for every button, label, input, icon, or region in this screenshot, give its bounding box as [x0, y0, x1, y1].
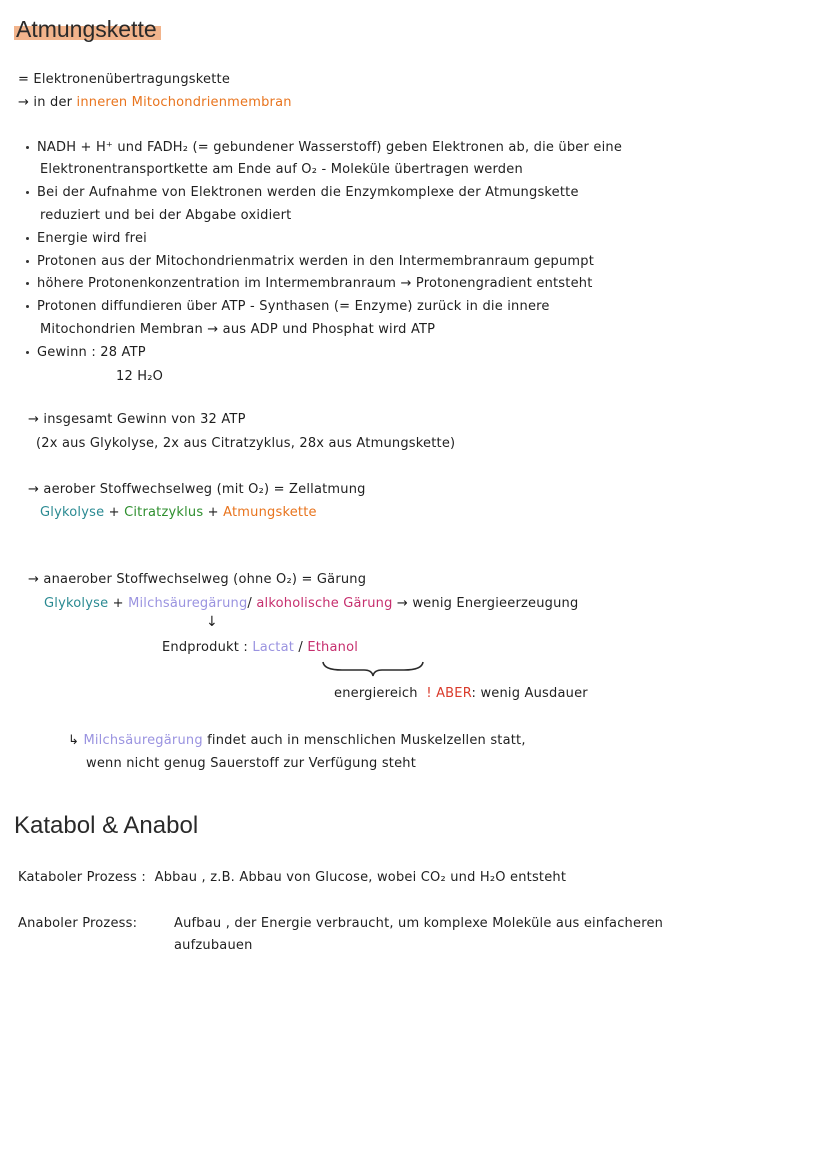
bullet-dot: [26, 305, 29, 308]
bullet-dot: [26, 237, 29, 240]
anabol-text-1: Aufbau , der Energie verbraucht, um komplexe Moleküle aus einfacheren: [174, 916, 664, 931]
bullet-text: NADH + H⁺ und FADH₂ (= gebundener Wasserstoff) geben Elektronen ab, die über eine: [37, 140, 623, 155]
bullet-dot: [26, 260, 29, 263]
bullet-dot: [26, 351, 29, 354]
bullet-7: [26, 345, 146, 360]
note-rest: findet auch in menschlichen Muskelzellen statt,: [207, 733, 526, 748]
gewinn-line-2: (2x aus Glykolyse, 2x aus Citratzyklus, 28x aus Atmungskette): [36, 436, 456, 451]
title-text: Atmungskette: [14, 16, 161, 42]
bullet-text: Bei der Aufnahme von Elektronen werden die Enzymkomplexe der Atmungskette: [37, 185, 579, 200]
katabol-line: [18, 870, 566, 885]
anaerob-tail: → wenig Energieerzeugung: [396, 596, 579, 611]
bullet-3: [26, 231, 147, 246]
aerob-plus-2: +: [207, 505, 219, 520]
bullet-5: [26, 276, 593, 291]
bullet-text: Protonen aus der Mitochondrienmatrix werden in den Intermembranraum gepumpt: [37, 254, 595, 269]
bullet-text: Energie wird frei: [37, 231, 147, 246]
note-line-1: [68, 733, 526, 748]
aerob-line-1: → aerober Stoffwechselweg (mit O₂) = Zellatmung: [28, 482, 366, 497]
bullet-text: höhere Protonenkonzentration im Intermembranraum → Protonengradient entsteht: [37, 276, 593, 291]
aerob-citrat: Citratzyklus: [124, 505, 204, 520]
aerob-glykolyse: Glykolyse: [40, 505, 105, 520]
bullet-4: [26, 254, 594, 269]
aerob-atmung: Atmungskette: [223, 505, 317, 520]
anaerob-milch: Milchsäuregärung: [128, 596, 248, 611]
aerob-line-2: [40, 505, 317, 520]
endprodukt-label: Endprodukt :: [162, 640, 248, 655]
bullet-dot: [26, 191, 29, 194]
anaerob-line-1: → anaerober Stoffwechselweg (ohne O₂) = Gärung: [28, 572, 367, 587]
intro-line-1: = Elektronenübertragungskette: [18, 72, 231, 87]
bullet-2: [26, 185, 579, 200]
intro-prefix: → in der: [18, 95, 73, 110]
endprodukt-lactat: Lactat: [252, 640, 295, 655]
bullet-6-cont: Mitochondrien Membran → aus ADP und Phosphat wird ATP: [40, 322, 436, 337]
intro-highlight: inneren Mitochondrienmembran: [76, 95, 292, 110]
aerob-plus-1: +: [108, 505, 120, 520]
energie-line: [334, 686, 588, 701]
endprodukt-ethanol: Ethanol: [307, 640, 359, 655]
section2-title: Katabol & Anabol: [14, 812, 199, 839]
anaerob-alkohol: alkoholische Gärung: [256, 596, 393, 611]
bullet-dot: [26, 282, 29, 285]
anaerob-glykolyse: Glykolyse: [44, 596, 109, 611]
curly-brace-icon: [320, 658, 426, 678]
note-arrow-icon: ↳: [68, 733, 80, 748]
energie-text: energiereich: [334, 686, 418, 701]
anabol-text-2: aufzubauen: [174, 938, 253, 953]
intro-line-2: [18, 95, 292, 110]
bullet-dot: [26, 146, 29, 149]
anaerob-line-2: [44, 596, 578, 611]
anaerob-slash: /: [247, 596, 253, 611]
bullet-2-cont: reduziert und bei der Abgabe oxidiert: [40, 208, 292, 223]
anabol-label: Anaboler Prozess:: [18, 916, 138, 931]
bullet-1: [26, 140, 622, 155]
note-highlight: Milchsäuregärung: [83, 733, 203, 748]
ausdauer-text: : wenig Ausdauer: [471, 686, 588, 701]
bullet-text: Gewinn : 28 ATP: [37, 345, 146, 360]
bullet-7-cont: 12 H₂O: [116, 369, 164, 384]
endprodukt-line: [162, 640, 358, 655]
bullet-6: [26, 299, 550, 314]
page-title: [14, 16, 161, 43]
bullet-text: Protonen diffundieren über ATP - Synthasen (= Enzyme) zurück in die innere: [37, 299, 550, 314]
gewinn-line-1: → insgesamt Gewinn von 32 ATP: [28, 412, 246, 427]
endprodukt-slash: /: [298, 640, 303, 655]
aber-text: ! ABER: [426, 686, 472, 701]
katabol-text: Abbau , z.B. Abbau von Glucose, wobei CO₂ und H₂O entsteht: [154, 870, 567, 885]
katabol-label: Kataboler Prozess :: [18, 870, 146, 885]
arrow-down: ↓: [206, 614, 218, 630]
note-line-2: wenn nicht genug Sauerstoff zur Verfügung steht: [86, 756, 417, 771]
anaerob-plus: +: [112, 596, 124, 611]
bullet-1-cont: Elektronentransportkette am Ende auf O₂ - Moleküle übertragen werden: [40, 162, 523, 177]
